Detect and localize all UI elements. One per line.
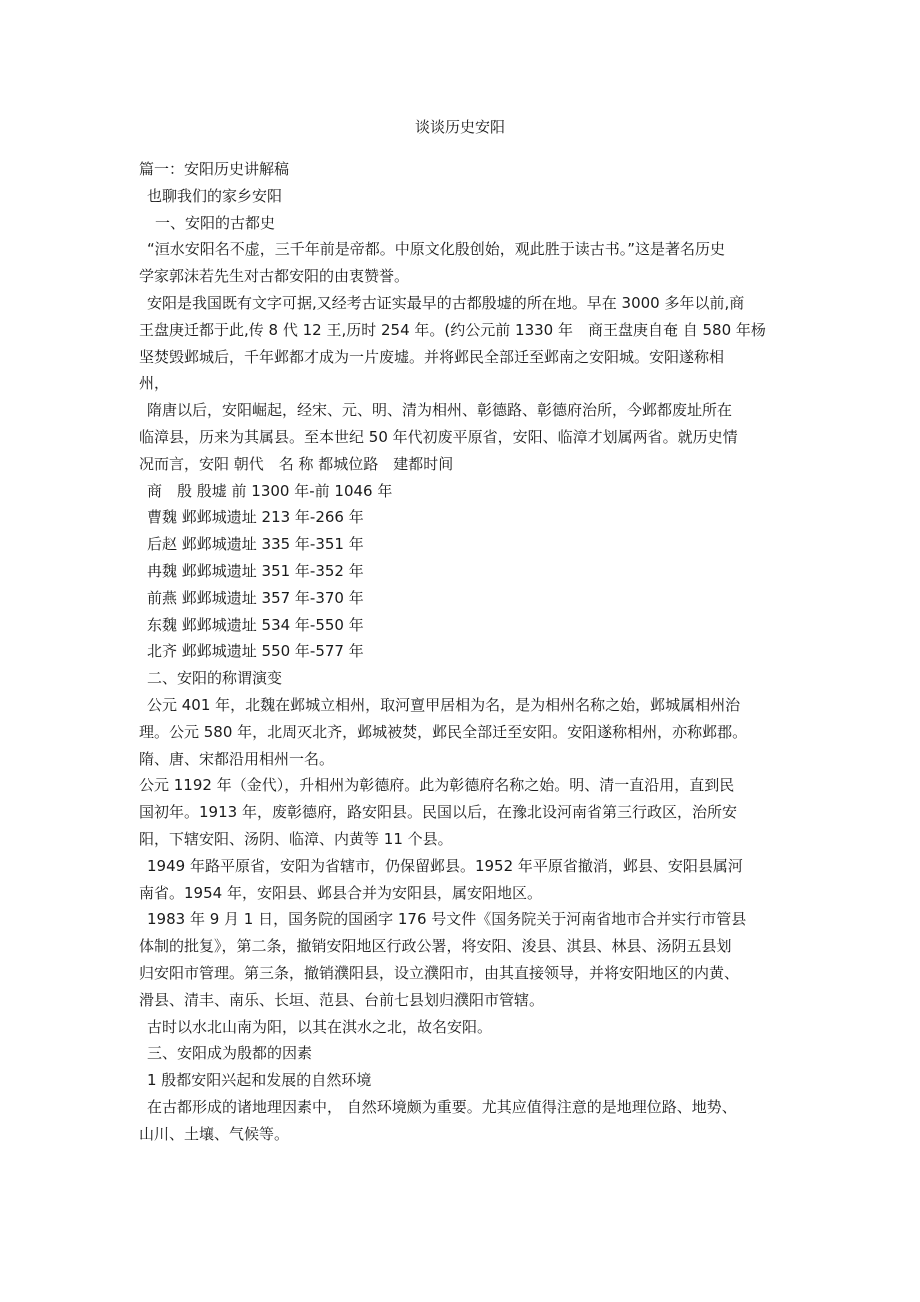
- text-line: 南省。1954 年，安阳县、邺县合并为安阳县，属安阳地区。: [139, 883, 542, 902]
- text-line: 1949 年路平原省，安阳为省辖市，仍保留邺县。1952 年平原省撤消，邺县、安阳县属河: [147, 856, 743, 875]
- text-line: 曹魏 邺邺城遗址 213 年-266 年: [147, 508, 364, 527]
- text-line: 滑县、清丰、南乐、长垣、范县、台前七县划归濮阳市管辖。: [139, 990, 545, 1009]
- text-line: 王盘庚迁都于此,传 8 代 12 王,历时 254 年。(约公元前 1330 年 商王盘庚自奄 自 580 年杨: [139, 320, 766, 339]
- text-line: 临漳县，历来为其属县。至本世纪 50 年代初废平原省，安阳、临漳才划属两省。就历史情: [139, 427, 738, 446]
- text-line: 后赵 邺邺城遗址 335 年-351 年: [147, 535, 364, 554]
- text-line: 山川、土壤、气候等。: [139, 1124, 290, 1143]
- text-line: 1 殷都安阳兴起和发展的自然环境: [147, 1071, 372, 1090]
- text-line: 冉魏 邺邺城遗址 351 年-352 年: [147, 561, 364, 580]
- text-line: 体制的批复》，第二条，撤销安阳地区行政公署，将安阳、浚县、淇县、林县、汤阴五县划: [139, 937, 732, 956]
- text-line: 二、安阳的称谓演变: [147, 669, 283, 688]
- text-line: “洹水安阳名不虚，三千年前是帝都。中原文化殷创始，观此胜于读古书。”这是著名历史: [147, 240, 726, 259]
- text-line: 北齐 邺邺城遗址 550 年-577 年: [147, 642, 364, 661]
- text-line: 阳，下辖安阳、汤阴、临漳、内黄等 11 个县。: [139, 829, 453, 848]
- text-line: 1983 年 9 月 1 日，国务院的国函字 176 号文件《国务院关于河南省地市合并实行市管县: [147, 910, 747, 929]
- text-line: 安阳是我国既有文字可据,又经考古证实最早的古都殷墟的所在地。早在 3000 多年以前,商: [147, 293, 745, 312]
- text-line: 公元 1192 年（金代），升相州为彰德府。此为彰德府名称之始。明、清一直沿用，直到民: [139, 776, 735, 795]
- text-line: 前燕 邺邺城遗址 357 年-370 年: [147, 588, 364, 607]
- text-line: 在古都形成的诸地理因素中， 自然环境颇为重要。尤其应值得注意的是地理位路、地势、: [147, 1097, 737, 1116]
- text-line: 隋、唐、宋都沿用相州一名。: [139, 749, 335, 768]
- text-line: 隋唐以后，安阳崛起，经宋、元、明、清为相州、彰德路、彰德府治所，今邺都废址所在: [147, 401, 733, 420]
- text-line: 也聊我们的家乡安阳: [147, 186, 283, 205]
- text-line: 况而言，安阳 朝代 名 称 都城位路 建都时间: [139, 454, 454, 473]
- text-line: 东魏 邺邺城遗址 534 年-550 年: [147, 615, 364, 634]
- text-line: 坚焚毁邺城后，千年邺都才成为一片废墟。并将邺民全部迁至邺南之安阳城。安阳遂称相: [139, 347, 725, 366]
- text-line: 一、安阳的古都史: [155, 213, 276, 232]
- text-line: 三、安阳成为殷都的因素: [147, 1044, 313, 1063]
- text-line: 州，: [139, 374, 170, 393]
- text-line: 篇一：安阳历史讲解稿: [139, 160, 290, 178]
- text-line: 古时以水北山南为阳，以其在淇水之北，故名安阳。: [147, 1017, 493, 1036]
- text-line: 学家郭沫若先生对古都安阳的由衷赞誉。: [139, 267, 410, 286]
- document-body: [139, 156, 789, 1147]
- text-line: 国初年。1913 年，废彰德府，路安阳县。民国以后，在豫北设河南省第三行政区，治所安: [139, 803, 737, 822]
- text-line: 归安阳市管理。第三条，撤销濮阳县，设立濮阳市，由其直接领导，并将安阳地区的内黄、: [139, 963, 740, 982]
- text-line: 理。公元 580 年，北周灭北齐，邺城被焚，邺民全部迁至安阳。安阳遂称相州，亦称邺郡。: [139, 722, 748, 741]
- text-line: 公元 401 年，北魏在邺城立相州，取河亶甲居相为名，是为相州名称之始，邺城属相州治: [147, 695, 741, 714]
- text-line: 商 殷 殷墟 前 1300 年-前 1046 年: [147, 481, 393, 500]
- document-title: 谈谈历史安阳: [414, 118, 505, 136]
